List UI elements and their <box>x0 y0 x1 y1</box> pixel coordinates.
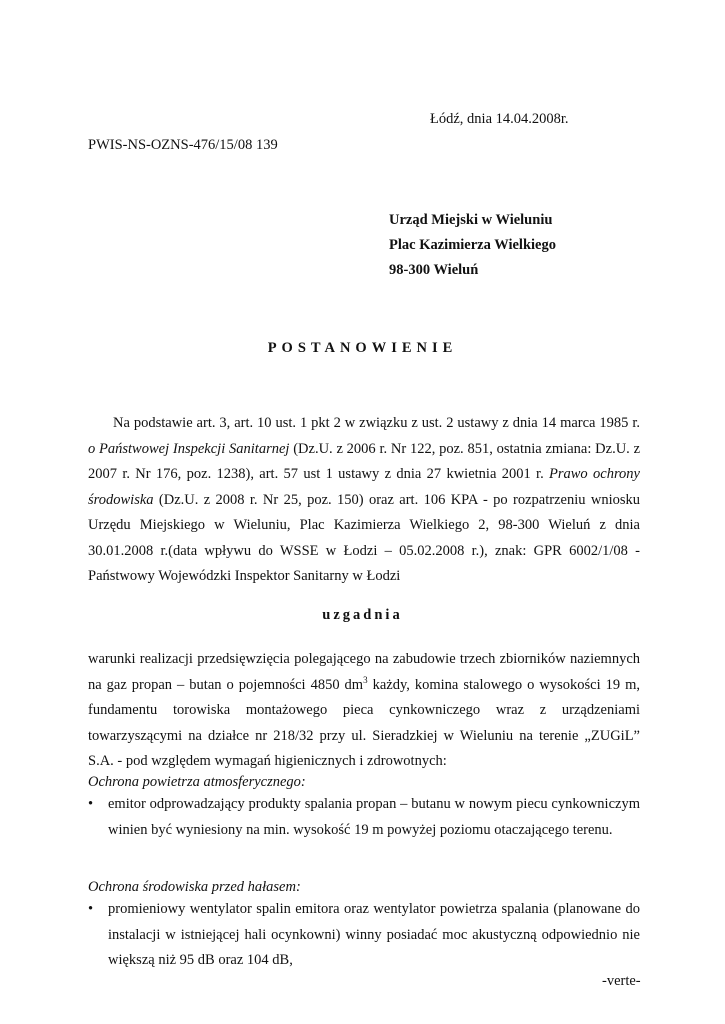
addressee-city: 98-300 Wieluń <box>389 262 479 278</box>
legal-basis-text-3: (Dz.U. z 2008 r. Nr 25, poz. 150) oraz art. 106 KPA - po rozpatrzeniu wniosku Urzędu Miejskiego w Wieluniu, Plac Kazimierza Wielkiego 2, 98-300 Wieluń z dnia 30.01.2008 r.(data wpływu do WSSE w Łodzi – 05.02.2008 r.), znak: GPR 6002/1/08 - Państwowy Wojewódzki Inspektor Sanitarny w Łodzi <box>88 491 640 584</box>
legal-basis-text-2: (Dz.U. z 2006 r. Nr 122, poz. 851, ostatnia zmiana: Dz.U. z 2007 r. Nr 176, poz. 1238), art. 57 ust 1 ustawy z dnia 27 kwietnia 2001 r. <box>88 440 641 482</box>
document-date: Łódź, dnia 14.04.2008r. <box>430 111 569 127</box>
legal-basis-text-1: Na podstawie art. 3, art. 10 ust. 1 pkt 2 w związku z ust. 2 ustawy z dnia 14 marca 1985 r. <box>113 415 640 431</box>
list-item <box>88 897 640 974</box>
cubic-superscript: 3 <box>363 674 368 685</box>
bullet-icon: • <box>88 901 94 917</box>
list-item <box>88 792 640 843</box>
addressee-street: Plac Kazimierza Wielkiego <box>389 237 556 253</box>
reference-number: PWIS-NS-OZNS-476/15/08 139 <box>88 137 278 153</box>
list-item-text: emitor odprowadzający produkty spalania propan – butanu w nowym piecu cynkowniczym winien być wyniesiony na min. wysokość 19 m powyżej poziomu otaczającego terenu. <box>108 796 640 838</box>
list-item-text: promieniowy wentylator spalin emitora oraz wentylator powietrza spalania (planowane do instalacji w istniejącej hali ocynkowni) winny posiadać moc akustyczną odpowiednio nie większą niż 95 dB oraz 104 dB, <box>108 901 640 968</box>
document-title: POSTANOWIENIE <box>267 340 458 356</box>
conditions-text-1: warunki realizacji przedsięwzięcia polegającego na zabudowie trzech zbiorników naziemnych na gaz propan – butan o pojemności 4850 dm <box>88 651 640 693</box>
act-title-environmental-law: Prawo ochrony środowiska <box>88 466 640 508</box>
decision-word: uzgadnia <box>322 607 403 623</box>
section-heading-noise: Ochrona środowiska przed hałasem: <box>88 879 301 895</box>
addressee-name: Urząd Miejski w Wieluniu <box>389 212 553 228</box>
legal-basis-paragraph <box>88 411 640 590</box>
verte-note: -verte- <box>602 973 641 989</box>
section-heading-air: Ochrona powietrza atmosferycznego: <box>88 774 306 790</box>
act-title-sanitary-inspection: o Państwowej Inspekcji Sanitarnej <box>88 440 290 457</box>
conditions-text-2: każdy, komina stalowego o wysokości 19 m, fundamentu torowiska montażowego pieca cynkowniczego wraz z urządzeniami towarzyszącymi na działce nr 218/32 przy ul. Sieradzkiej w Wieluniu na terenie „ZUGiL” S.A. - pod względem wymagań higienicznych i zdrowotnych: <box>88 676 640 769</box>
bullet-icon: • <box>88 796 94 812</box>
conditions-paragraph <box>88 647 640 775</box>
